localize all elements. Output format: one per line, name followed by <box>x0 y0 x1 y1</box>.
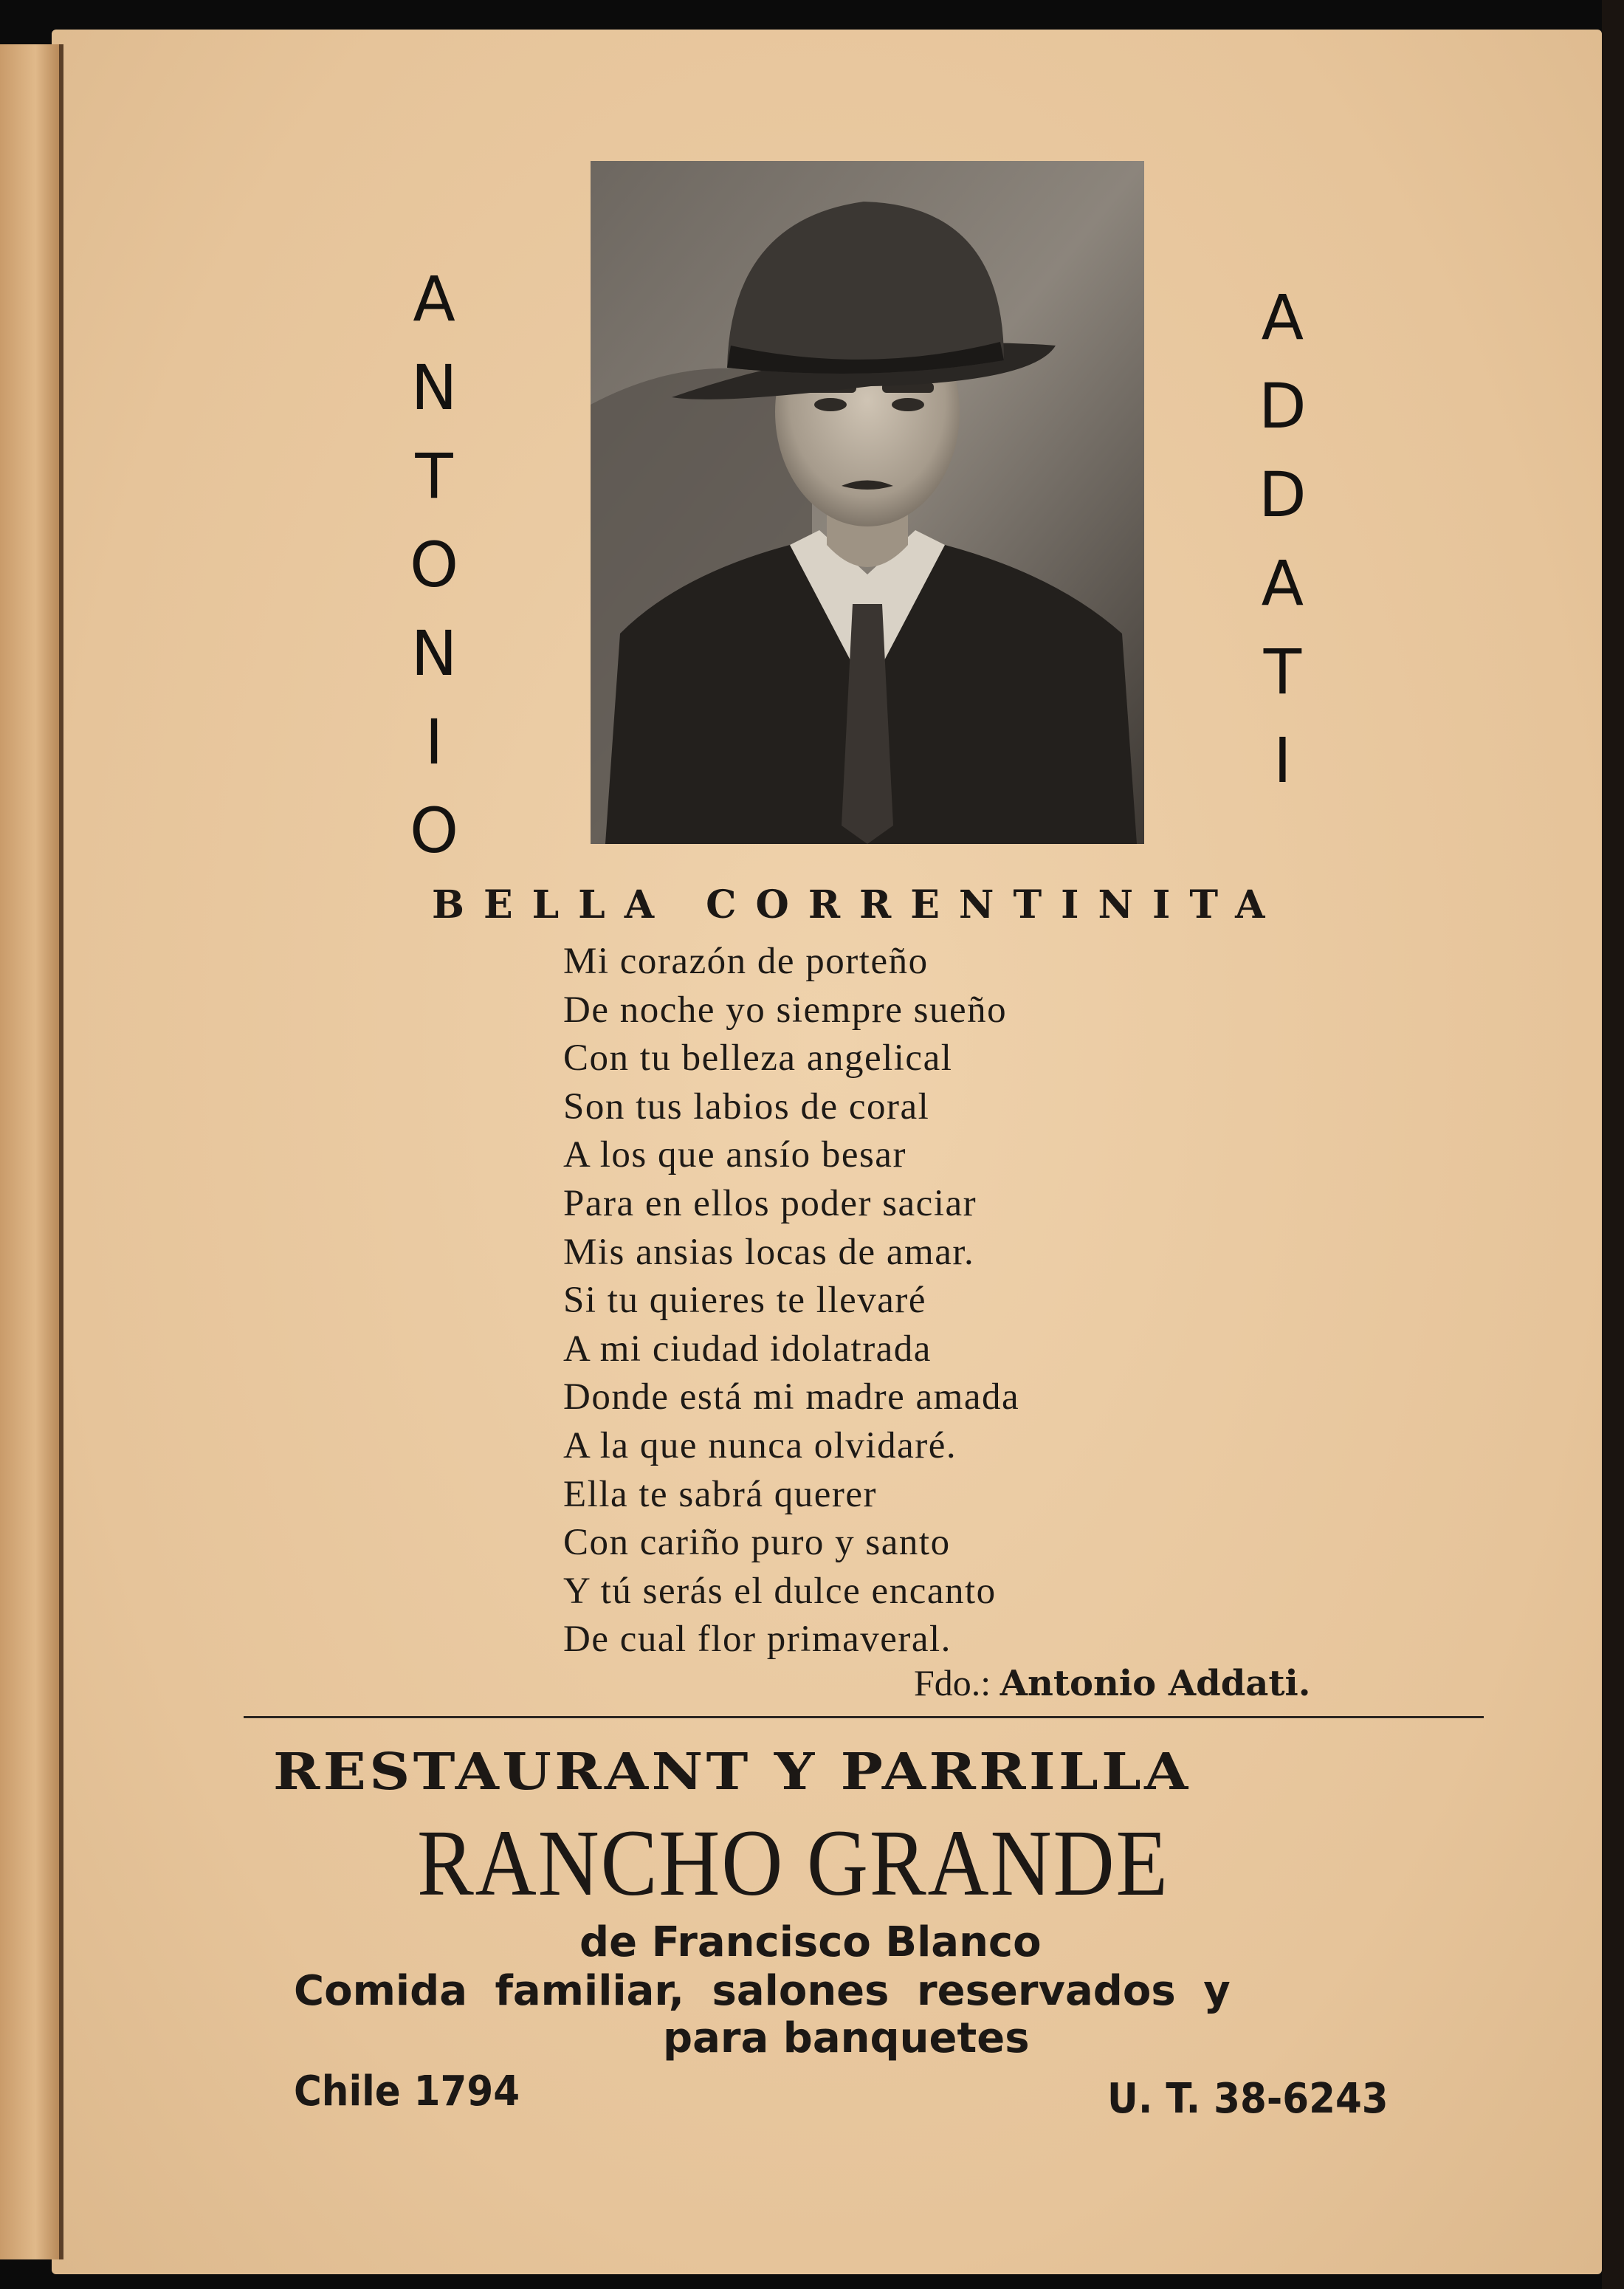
lyric-line: Si tu quieres te llevaré <box>563 1280 927 1322</box>
letter: A <box>1261 281 1304 354</box>
lyric-line: Mis ansias locas de amar. <box>563 1231 975 1273</box>
portrait-photo-icon <box>591 161 1144 844</box>
letter: T <box>1263 636 1301 708</box>
lyric-line: Ella te sabrá querer <box>563 1473 878 1515</box>
vertical-last-name <box>1259 273 1307 805</box>
ad-address: Chile 1794 <box>294 2067 520 2115</box>
signature-name: Antonio Addati. <box>999 1663 1311 1704</box>
lyric-line: Donde está mi madre amada <box>563 1376 1020 1418</box>
lyric-line: A mi ciudad idolatrada <box>563 1328 932 1370</box>
ad-heading: RESTAURANT Y PARRILLA <box>273 1743 1191 1802</box>
letter: I <box>424 706 444 778</box>
lyric-line: Con tu belleza angelical <box>563 1037 953 1080</box>
signature <box>914 1661 1310 1704</box>
letter: I <box>1273 724 1292 797</box>
letter: D <box>1259 370 1307 442</box>
binding-edge <box>59 44 63 2259</box>
song-title: BELLA CORRENTINITA <box>432 882 1284 927</box>
ad-phone: U. T. 38-6243 <box>1107 2075 1389 2123</box>
scan-border <box>1602 0 1624 2289</box>
letter: A <box>1261 547 1304 620</box>
lyric-line: Con cariño puro y santo <box>563 1522 951 1564</box>
lyric-line: Para en ellos poder saciar <box>563 1182 977 1224</box>
lyric-line: Y tú serás el dulce encanto <box>563 1570 997 1612</box>
letter: T <box>415 440 453 512</box>
divider <box>244 1716 1484 1718</box>
ad-owner: de Francisco Blanco <box>579 1918 1042 1966</box>
letter: D <box>1259 459 1307 531</box>
ad-description: Comida familiar, salones reservados y <box>294 1967 1231 2015</box>
letter: N <box>410 617 458 690</box>
lyric-line: Mi corazón de porteño <box>563 941 929 982</box>
letter: O <box>410 529 459 601</box>
ad-description-cont: para banquetes <box>663 2014 1030 2062</box>
signature-prefix: Fdo.: <box>914 1662 991 1703</box>
lyric-line: A la que nunca olvidaré. <box>563 1424 957 1466</box>
letter: N <box>410 351 458 424</box>
letter: O <box>410 795 459 867</box>
letter: A <box>413 263 455 335</box>
previous-page-edge <box>0 44 59 2259</box>
lyric-line: De noche yo siempre sueño <box>563 989 1008 1031</box>
lyric-line: Son tus labios de coral <box>563 1085 930 1128</box>
lyric-line: A los que ansío besar <box>563 1134 906 1176</box>
lyric-line: De cual flor primaveral. <box>563 1619 952 1661</box>
song-lyrics <box>563 938 1019 1664</box>
restaurant-name: RANCHO GRANDE <box>417 1811 1169 1915</box>
vertical-first-name <box>410 255 458 875</box>
